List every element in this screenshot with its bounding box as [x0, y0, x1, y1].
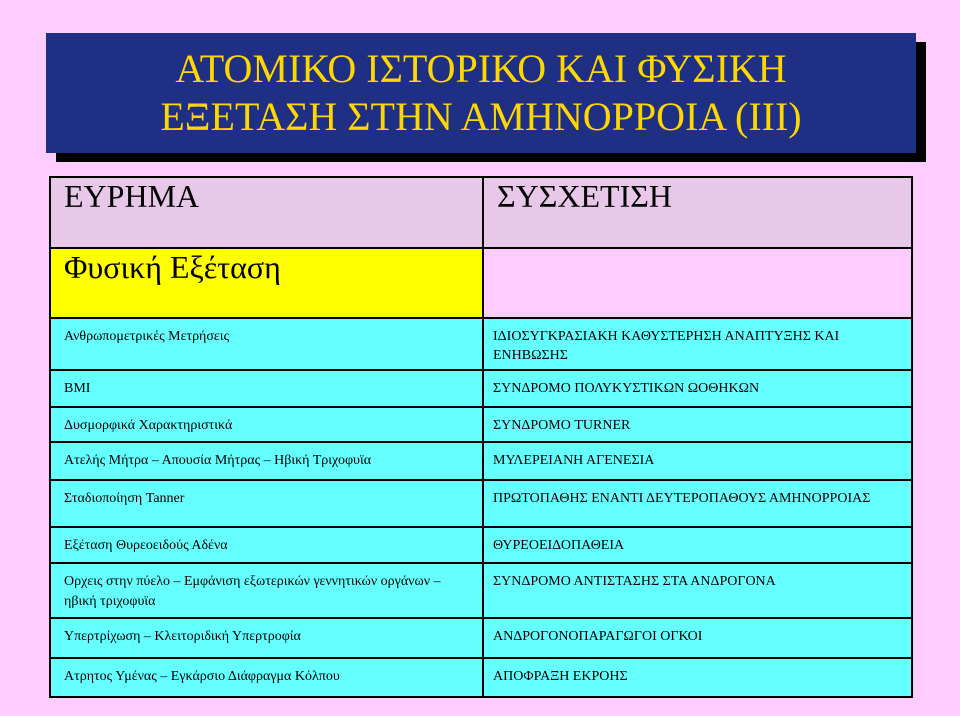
header-correlation: ΣΥΣΧΕΤΙΣΗ: [483, 177, 912, 248]
title-banner: [46, 33, 916, 153]
finding-cell: BMI: [50, 370, 483, 407]
table-row: [50, 318, 912, 370]
findings-table: [49, 176, 913, 698]
correlation-cell: ΘΥΡΕΟΕΙΔΟΠΑΘΕΙΑ: [483, 527, 912, 563]
finding-cell: Δυσμορφικά Χαρακτηριστικά: [50, 407, 483, 442]
table-row: [50, 442, 912, 480]
finding-cell: Υπερτρίχωση – Κλειτοριδική Υπερτροφία: [50, 618, 483, 658]
title-line-2: ΕΞΕΤΑΣΗ ΣΤΗΝ ΑΜΗΝΟΡΡΟΙΑ (ΙΙΙ): [160, 94, 802, 139]
header-row: [50, 177, 912, 248]
correlation-cell: ΙΔΙΟΣΥΓΚΡΑΣΙΑΚΗ ΚΑΘΥΣΤΕΡΗΣΗ ΑΝΑΠΤΥΞΗΣ ΚΑΙ ΕΝΗΒΩΣΗΣ: [483, 318, 912, 370]
finding-cell: Ορχεις στην πύελο – Εμφάνιση εξωτερικών γεννητικών οργάνων – ηβική τριχοφυϊα: [50, 563, 483, 618]
table-row: [50, 480, 912, 527]
header-finding: ΕΥΡΗΜΑ: [50, 177, 483, 248]
correlation-cell: ΑΠΟΦΡΑΞΗ ΕΚΡΟΗΣ: [483, 658, 912, 697]
correlation-cell: ΣΥΝΔΡΟΜΟ ΠΟΛΥΚΥΣΤΙΚΩΝ ΩΟΘΗΚΩΝ: [483, 370, 912, 407]
subheader-row: [50, 248, 912, 318]
table-row: [50, 658, 912, 697]
finding-cell: Ανθρωπομετρικές Μετρήσεις: [50, 318, 483, 370]
correlation-cell: ΣΥΝΔΡΟΜΟ TURNER: [483, 407, 912, 442]
correlation-cell: ΣΥΝΔΡΟΜΟ ΑΝΤΙΣΤΑΣΗΣ ΣΤΑ ΑΝΔΡΟΓΟΝΑ: [483, 563, 912, 618]
correlation-cell: ΜΥΛΕΡΕΙΑΝΗ ΑΓΕΝΕΣΙΑ: [483, 442, 912, 480]
finding-cell: Ατρητος Υμένας – Εγκάρσιο Διάφραγμα Κόλπου: [50, 658, 483, 697]
subheader-physical-exam: Φυσική Εξέταση: [50, 248, 483, 318]
title-line-1: ΑΤΟΜΙΚΟ ΙΣΤΟΡΙΚΟ ΚΑΙ ΦΥΣΙΚΗ: [175, 46, 787, 91]
finding-cell: Εξέταση Θυρεοειδούς Αδένα: [50, 527, 483, 563]
finding-cell: Ατελής Μήτρα – Απουσία Μήτρας – Ηβική Τριχοφυϊα: [50, 442, 483, 480]
table-row: [50, 407, 912, 442]
table-row: [50, 370, 912, 407]
correlation-cell: ΑΝΔΡΟΓΟΝΟΠΑΡΑΓΩΓΟΙ ΟΓΚΟΙ: [483, 618, 912, 658]
table-row: [50, 618, 912, 658]
finding-cell: Σταδιοποίηση Tanner: [50, 480, 483, 527]
table-row: [50, 563, 912, 618]
correlation-cell: ΠΡΩΤΟΠΑΘΗΣ ΕΝΑΝΤΙ ΔΕΥΤΕΡΟΠΑΘΟΥΣ ΑΜΗΝΟΡΡΟΙΑΣ: [483, 480, 912, 527]
subheader-empty: [483, 248, 912, 318]
table-row: [50, 527, 912, 563]
